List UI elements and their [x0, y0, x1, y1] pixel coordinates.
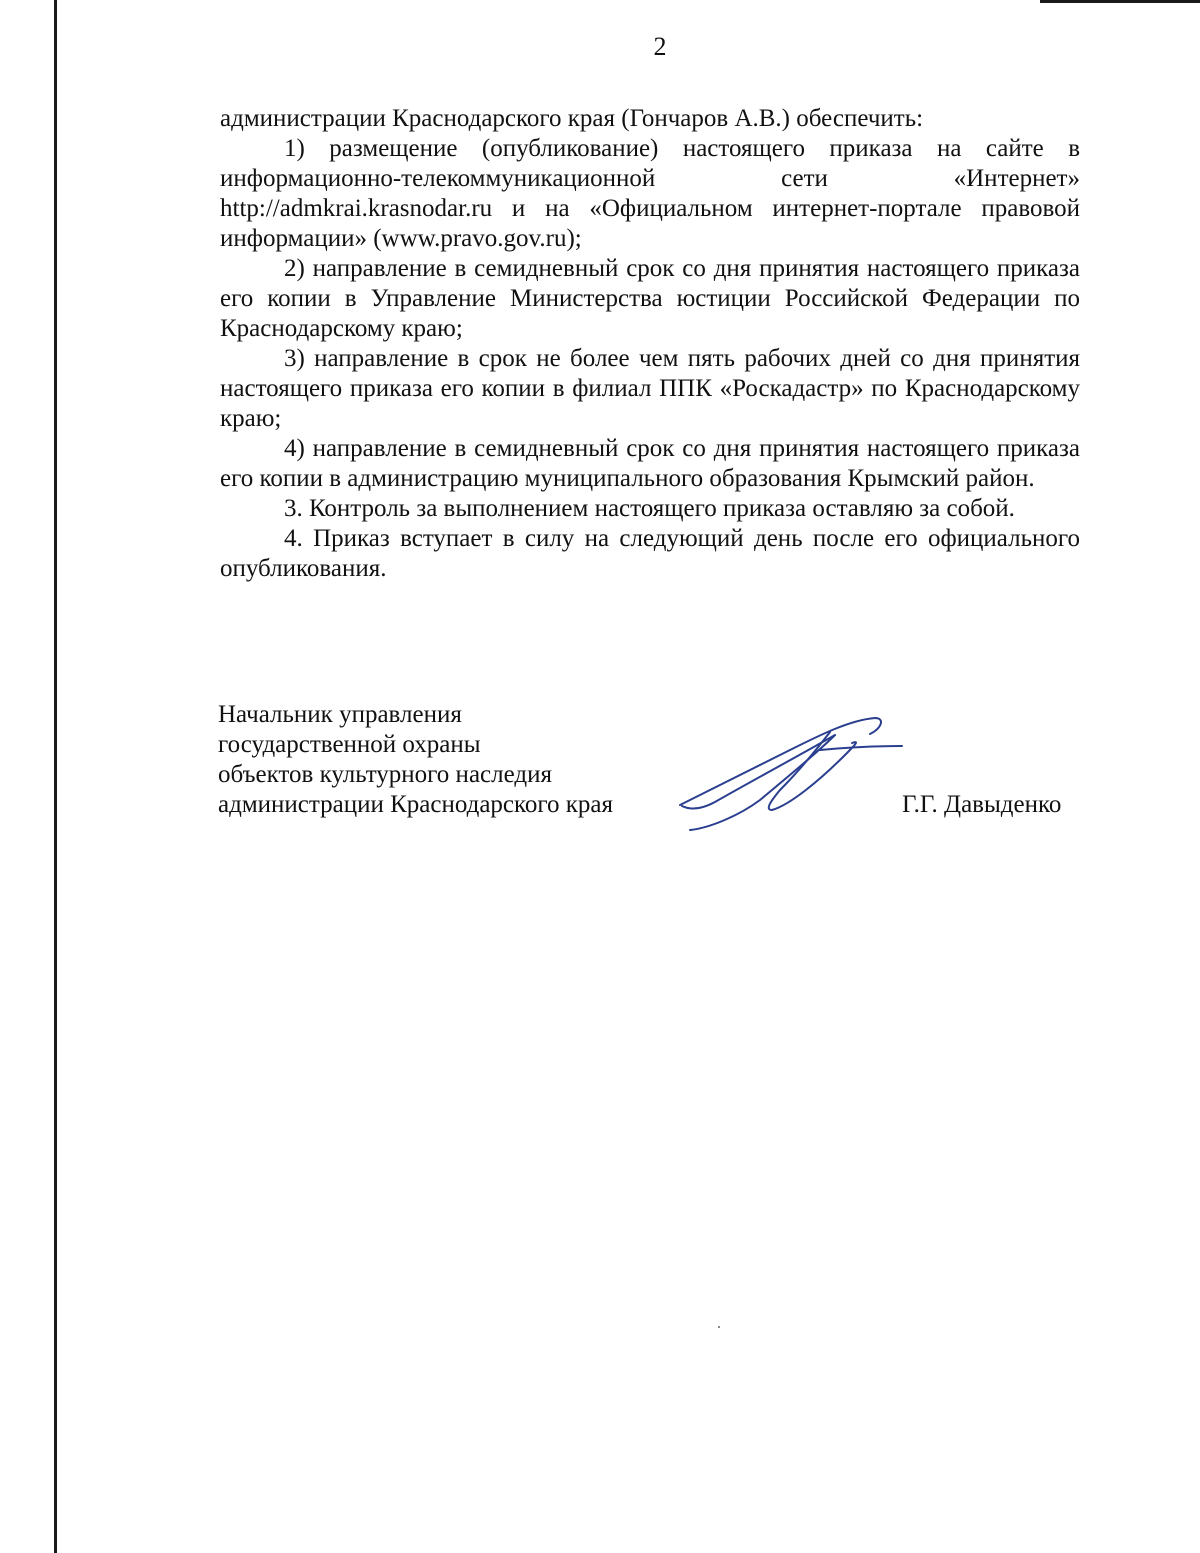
paragraph-1: 1) размещение (опубликование) настоящего приказа на сайте в информационно-телекоммуникационной сети «Интернет» http://admkrai.krasnodar.ru и на «Официальном интернет-портале правовой информации» (www.pravo.gov.ru);: [220, 135, 1080, 252]
signatory-position: [218, 700, 613, 820]
paragraph-4: 4) направление в семидневный срок со дня принятия настоящего приказа его копии в администрацию муниципального образования Крымский район.: [220, 435, 1080, 492]
paragraph-2: 2) направление в семидневный срок со дня принятия настоящего приказа его копии в Управление Министерства юстиции Российской Федерации по Краснодарскому краю;: [220, 255, 1080, 342]
handwritten-signature: [670, 710, 910, 840]
paragraph-6: 4. Приказ вступает в силу на следующий день после его официального опубликования.: [220, 525, 1080, 582]
page-number: 2: [653, 32, 667, 61]
paragraph-5: 3. Контроль за выполнением настоящего приказа оставляю за собой.: [284, 495, 1015, 522]
scan-edge-top: [1040, 0, 1200, 3]
signature-stroke-4: [769, 732, 856, 810]
signature-stroke-2: [682, 735, 835, 809]
paragraph-0: администрации Краснодарского края (Гончаров А.В.) обеспечить:: [220, 105, 924, 132]
signatory-position-line-2: государственной охраны: [218, 731, 481, 758]
signature-stroke-3: [690, 735, 835, 830]
document-body: [220, 104, 1080, 584]
signatory-position-line-3: объектов культурного наследия: [218, 761, 552, 788]
signatory-position-line-1: Начальник управления: [218, 701, 462, 728]
paragraph-3: 3) направление в срок не более чем пять рабочих дней со дня принятия настоящего приказа его копии в филиал ППК «Роскадастр» по Краснодарскому краю;: [220, 345, 1080, 432]
scan-speck: [718, 1326, 720, 1328]
scan-edge-left: [54, 0, 57, 1553]
signature-stroke-1: [680, 718, 881, 805]
signature-stroke-5: [820, 746, 902, 750]
signatory-name: Г.Г. Давыденко: [902, 791, 1062, 818]
signatory-position-line-4: администрации Краснодарского края: [218, 791, 614, 818]
